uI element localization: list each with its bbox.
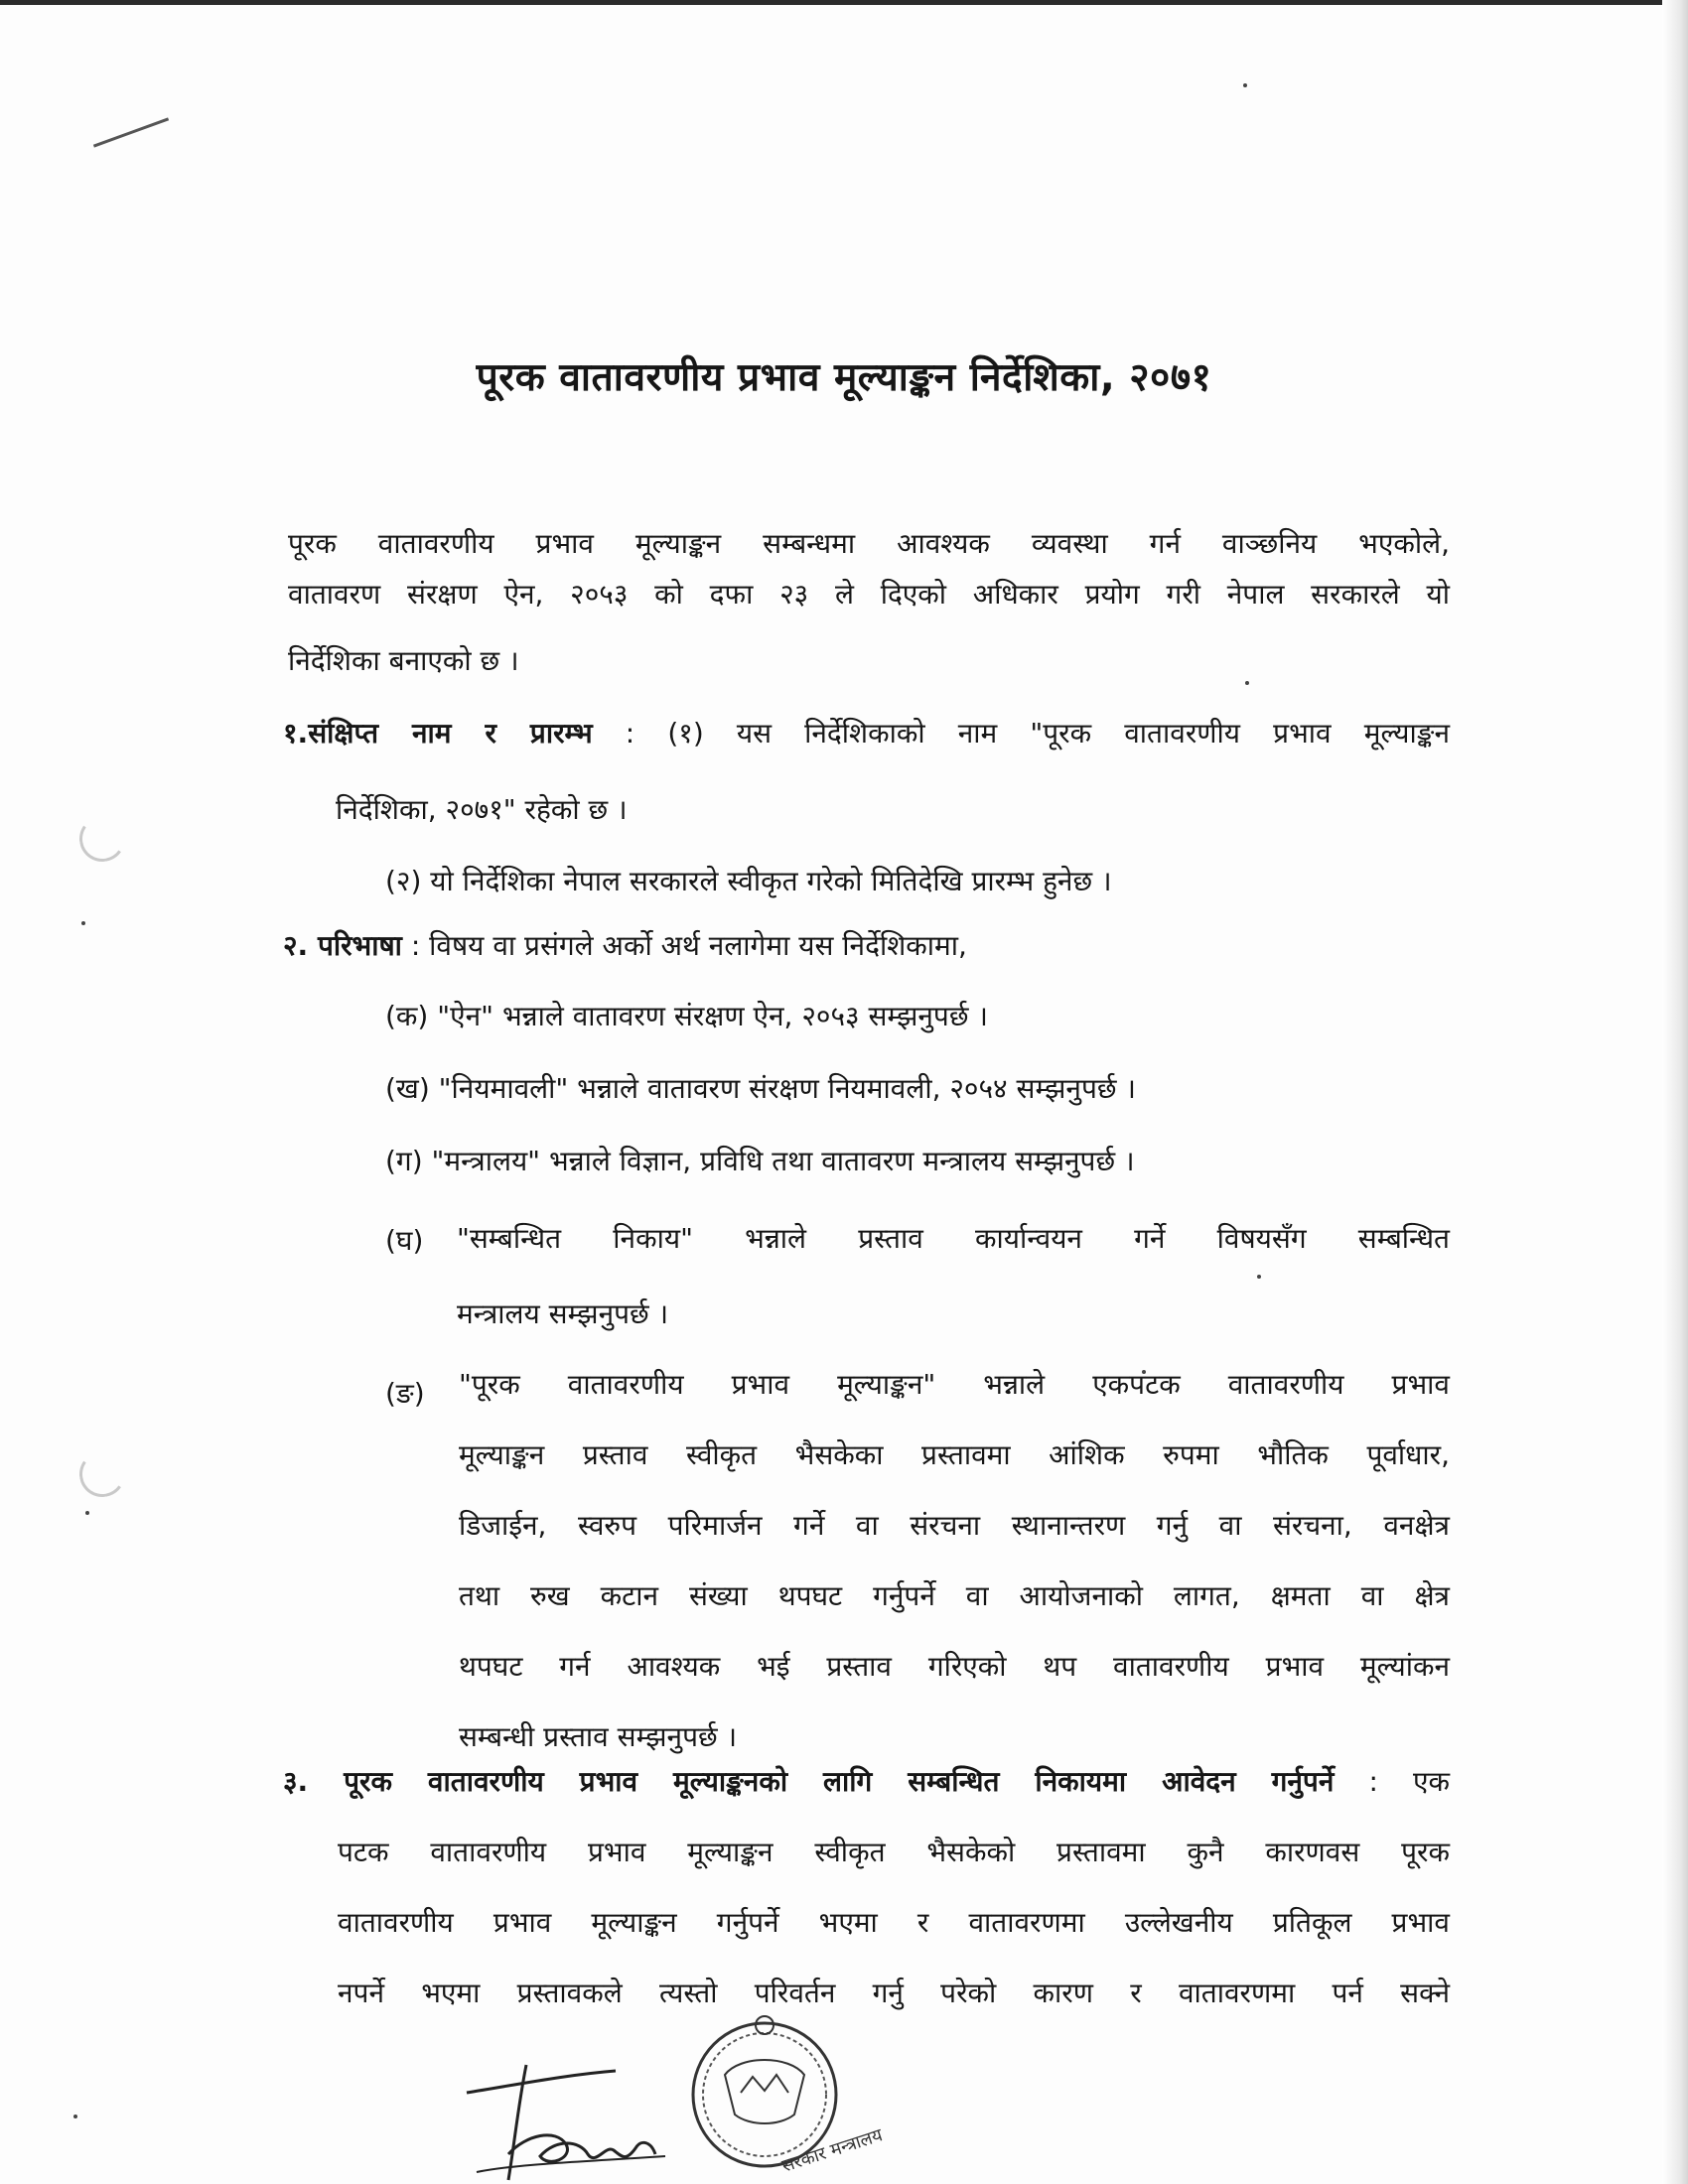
definition-item: (ख) "नियमावली" भन्नाले वातावरण संरक्षण नियमावली, २०५४ सम्झनुपर्छ ।	[385, 1072, 1136, 1105]
definition-item: (ग) "मन्त्रालय" भन्नाले विज्ञान, प्रविधि तथा वातावरण मन्त्रालय सम्झनुपर्छ ।	[385, 1145, 1135, 1177]
definition-item: मन्त्रालय सम्झनुपर्छ ।	[457, 1297, 669, 1330]
definition-item-label: (घ)	[385, 1224, 424, 1257]
speck	[1245, 681, 1249, 685]
section-1-subsection: (२) यो निर्देशिका नेपाल सरकारले स्वीकृत गरेको मितिदेखि प्रारम्भ हुनेछ ।	[385, 865, 1112, 897]
seal-text: सरकार मन्त्रालय	[779, 2124, 886, 2177]
section-1-heading: १.संक्षिप्त नाम र प्रारम्भ	[283, 717, 593, 750]
document-title: पूरक वातावरणीय प्रभाव मूल्याङ्कन निर्देशिका, २०७१	[476, 355, 1212, 400]
speck	[1243, 83, 1247, 87]
section-3-line: ३. पूरक वातावरणीय प्रभाव मूल्याङ्कनको लागि सम्बन्धित निकायमा आवेदन गर्नुपर्ने : एक	[283, 1765, 1450, 1798]
definition-item: (क) "ऐन" भन्नाले वातावरण संरक्षण ऐन, २०५३ सम्झनुपर्छ ।	[385, 1000, 988, 1032]
definition-item: "सम्बन्धित निकाय" भन्नाले प्रस्ताव कार्यान्वयन गर्ने विषयसँग सम्बन्धित	[457, 1222, 1450, 1255]
pen-mark	[93, 117, 169, 147]
punch-hole	[75, 1447, 128, 1500]
scan-edge	[1662, 0, 1688, 2184]
speck	[85, 1511, 89, 1515]
speck	[1257, 1275, 1261, 1279]
definition-item-label: (ङ)	[385, 1377, 425, 1410]
handwritten-signature	[457, 2045, 685, 2184]
definition-item-body: "पूरक वातावरणीय प्रभाव मूल्याङ्कन" भन्नाले एकपटक वातावरणीय प्रभाव मूल्याङ्कन प्रस्ताव स्वीकृत भैसकेका प्रस्तावमा आंशिक रुपमा भौतिक पूर्वाधार, डिजाईन, स्वरुप परिमार्जन गर्ने वा संरचना स्थानान्तरण गर्नु वा संरचना, वनक्षेत्र तथा रुख कटान संख्या थपघट गर्नुपर्ने वा आयोजनाको लागत, क्षमता वा क्षेत्र थपघट गर्न आवश्यक भई प्रस्ताव गरिएको थप वातावरणीय प्रभाव मूल्यांकन सम्बन्धी प्रस्ताव सम्झनुपर्छ ।	[459, 1368, 1450, 1753]
section-2-line: २. परिभाषा : विषय वा प्रसंगले अर्को अर्थ नलागेमा यस निर्देशिकामा,	[283, 929, 967, 962]
section-2-heading: २. परिभाषा	[283, 929, 402, 962]
preamble-line: निर्देशिका बनाएको छ ।	[288, 644, 519, 677]
scan-edge	[0, 0, 1688, 5]
speck	[81, 921, 85, 925]
section-3-body: पटक वातावरणीय प्रभाव मूल्याङ्कन स्वीकृत भैसकेको प्रस्तावमा कुनै कारणवस पूरक वातावरणीय प्रभाव मूल्याङ्कन गर्नुपर्ने भएमा र वातावरणमा उल्लेखनीय प्रतिकूल प्रभाव नपर्ने भएमा प्रस्तावकले त्यस्तो परिवर्तन गर्नु परेको कारण र वातावरणमा पर्न सक्ने	[338, 1836, 1450, 2009]
official-seal	[685, 2015, 923, 2184]
punch-hole	[75, 812, 128, 865]
section-1-line: १.संक्षिप्त नाम र प्रारम्भ : (१) यस निर्देशिकाको नाम "पूरक वातावरणीय प्रभाव मूल्याङ्कन	[283, 717, 1450, 750]
section-3-heading: ३. पूरक वातावरणीय प्रभाव मूल्याङ्कनको लागि सम्बन्धित निकायमा आवेदन गर्नुपर्ने	[283, 1765, 1335, 1798]
preamble-line: वातावरण संरक्षण ऐन, २०५३ को दफा २३ ले दिएको अधिकार प्रयोग गरी नेपाल सरकारले यो	[288, 578, 1450, 611]
speck	[73, 2115, 77, 2118]
preamble-line: पूरक वातावरणीय प्रभाव मूल्याङ्कन सम्बन्धमा आवश्यक व्यवस्था गर्न वाञ्छनिय भएकोले,	[288, 527, 1450, 560]
section-1-line: निर्देशिका, २०७१" रहेको छ ।	[336, 793, 628, 826]
